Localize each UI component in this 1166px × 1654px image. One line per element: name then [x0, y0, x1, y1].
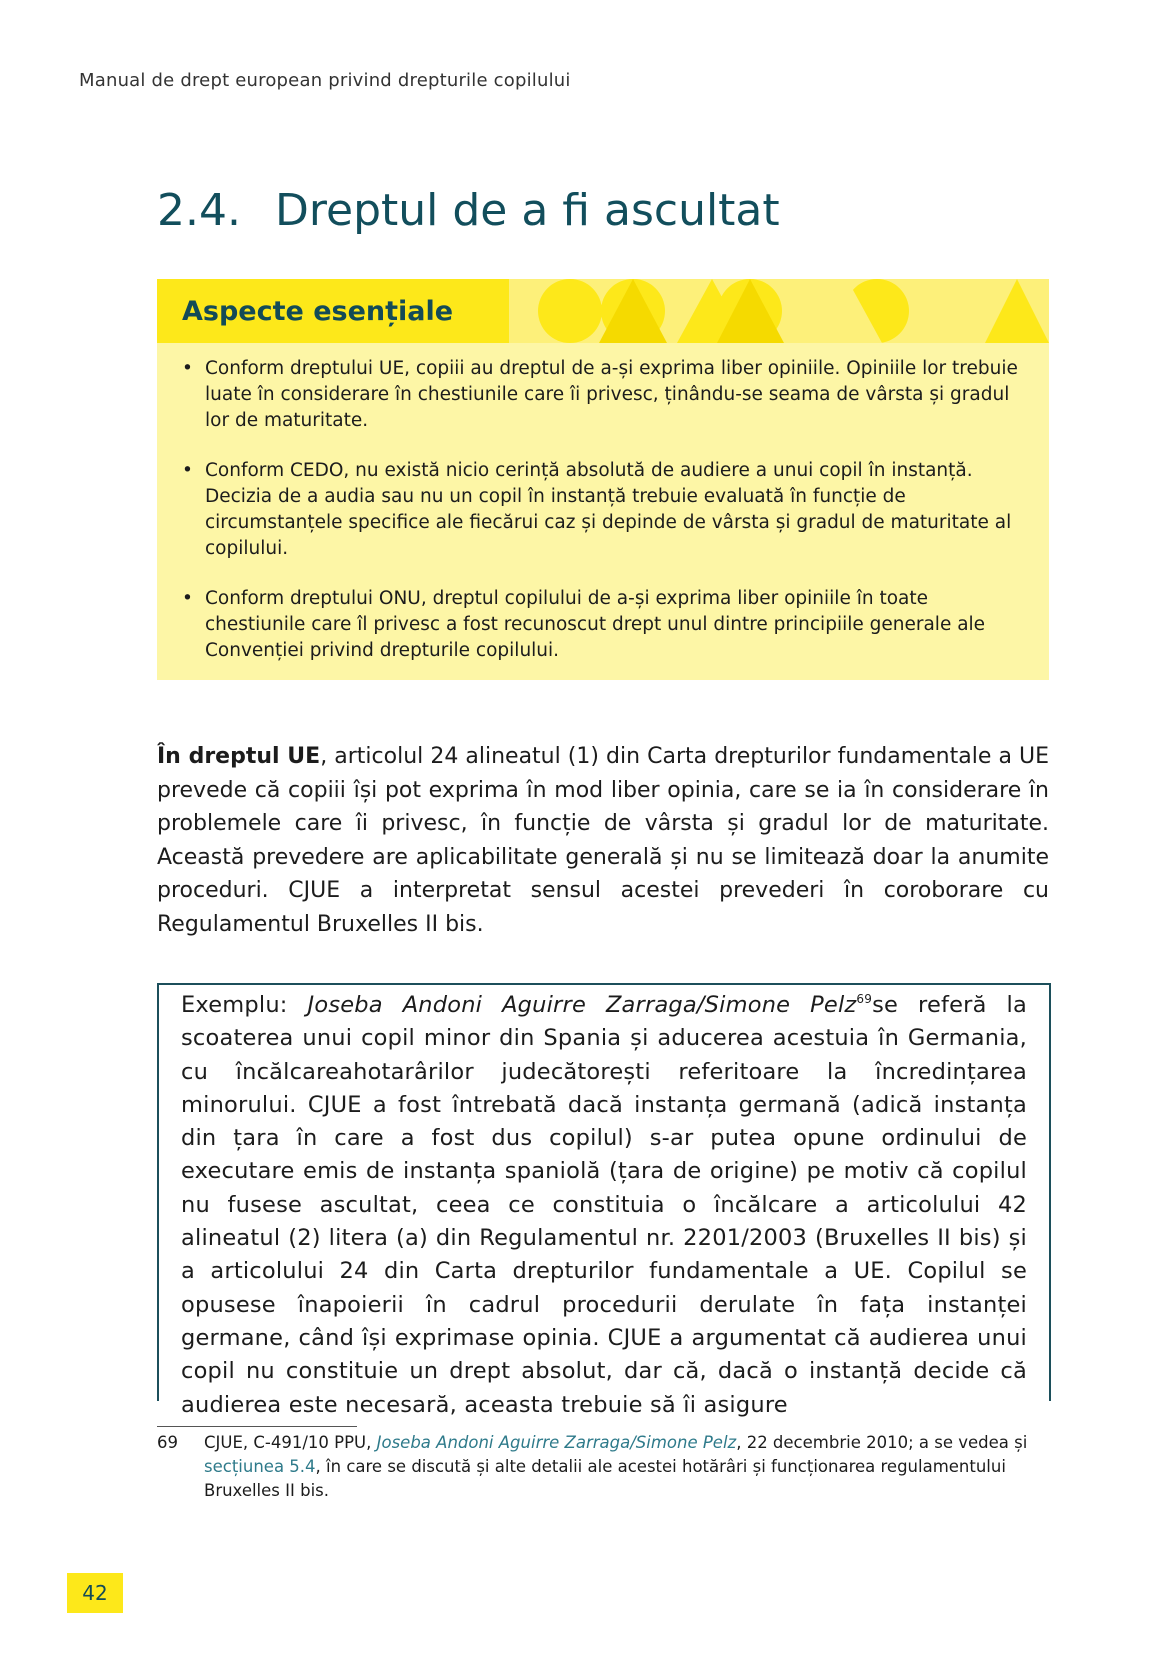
- footnote-case-link[interactable]: Joseba Andoni Aguirre Zarraga/Simone Pelz: [376, 1433, 737, 1452]
- page-number: 42: [67, 1573, 123, 1613]
- key-points-header: [157, 279, 1049, 343]
- footnote: [157, 1431, 1047, 1503]
- list-item-text: Conform dreptului UE, copiii au dreptul de a-și exprima liber opiniile. Opiniile lor trebuie luate în considerare în chestiunile care îi privesc, ținându-se seama de vârsta și gradul lor de maturitate.: [205, 358, 1018, 431]
- key-points-title: Aspecte esențiale: [182, 296, 454, 327]
- list-item-text: Conform dreptului ONU, dreptul copilului de a-și exprima liber opiniile în toate chestiunile care îl privesc a fost recunoscut drept unul dintre principiile generale ale Convenției privind drepturile copilului.: [205, 588, 986, 661]
- example-text: [181, 989, 1027, 1422]
- list-item: [182, 356, 1027, 434]
- footnote-body: [204, 1431, 1047, 1503]
- body-text: , articolul 24 alineatul (1) din Carta drepturilor fundamentale a UE prevede că copiii își pot exprima în mod liber opinia, care se ia în considerare în problemele care îi privesc, în funcție de vârsta și gradul lor de maturitate. Această prevedere are aplicabilitate generală și nu se limitează doar la anumite proceduri. CJUE a interpretat sensul acestei prevederi în coroborare cu Regulamentul Bruxelles II bis.: [157, 744, 1050, 937]
- list-item: [182, 458, 1027, 562]
- footnote-section-link[interactable]: secțiunea 5.4: [204, 1457, 316, 1476]
- running-header: Manual de drept european privind drepturile copilului: [79, 70, 571, 91]
- key-points-box: [157, 279, 1049, 680]
- example-box: [157, 983, 1051, 1418]
- body-lead: În dreptul UE: [157, 744, 321, 769]
- bullet: •: [182, 460, 193, 481]
- section-title: [157, 185, 780, 236]
- example-case-name: Joseba Andoni Aguirre Zarraga/Simone Pelz: [307, 992, 857, 1018]
- list-item: [182, 586, 1027, 664]
- bullet: •: [182, 358, 193, 379]
- footnote-number: 69: [157, 1433, 178, 1452]
- body-paragraph: [157, 740, 1049, 941]
- footnote-suffix: , în care se discută și alte detalii ale acestei hotărâri și funcționarea regulamentului Bruxelles II bis.: [204, 1457, 1006, 1500]
- example-label: Exemplu:: [181, 992, 308, 1018]
- footnote-reference[interactable]: 69: [856, 992, 873, 1006]
- list-item-text: Conform CEDO, nu există nicio cerință absolută de audiere a unui copil în instanță. Decizia de a audia sau nu un copil în instanță trebuie evaluată în funcție de circumstanțele specifice ale fiecărui caz și depinde de vârsta și gradul de maturitate al copilului.: [205, 460, 1012, 559]
- section-title-text: Dreptul de a fi ascultat: [275, 185, 780, 236]
- footnote-middle: , 22 decembrie 2010; a se vedea și: [736, 1433, 1028, 1452]
- section-number: 2.4.: [157, 185, 241, 236]
- bullet: •: [182, 588, 193, 609]
- key-points-list: [182, 356, 1027, 688]
- example-body: se referă la scoaterea unui copil minor din Spania și aducerea acestuia în Germania, cu încălcareahotarârilor judecătorești referitoare la încredințarea minorului. CJUE a fost întrebată dacă instanța germană (adică instanța din țara în care a fost dus copilul) s-ar putea opune ordinului de executare emis de instanța spaniolă (țara de origine) pe motiv că copilul nu fusese ascultat, ceea ce constituia o încălcare a articolului 42 alineatul (2) litera (a) din Regulamentul nr. 2201/2003 (Bruxelles II bis) și a articolului 24 din Carta drepturilor fundamentale a UE. Copilul se opusese înapoierii în cadrul procedurii derulate în fața instanței germane, când își exprimase opinia. CJUE a argumentat că audierea unui copil nu constituie un drept absolut, dar că, dacă o instanță decide că audierea este necesară, aceasta trebuie să îi asigure: [181, 992, 1027, 1418]
- footnote-divider: [157, 1426, 357, 1427]
- footnote-prefix: CJUE, C-491/10 PPU,: [204, 1433, 377, 1452]
